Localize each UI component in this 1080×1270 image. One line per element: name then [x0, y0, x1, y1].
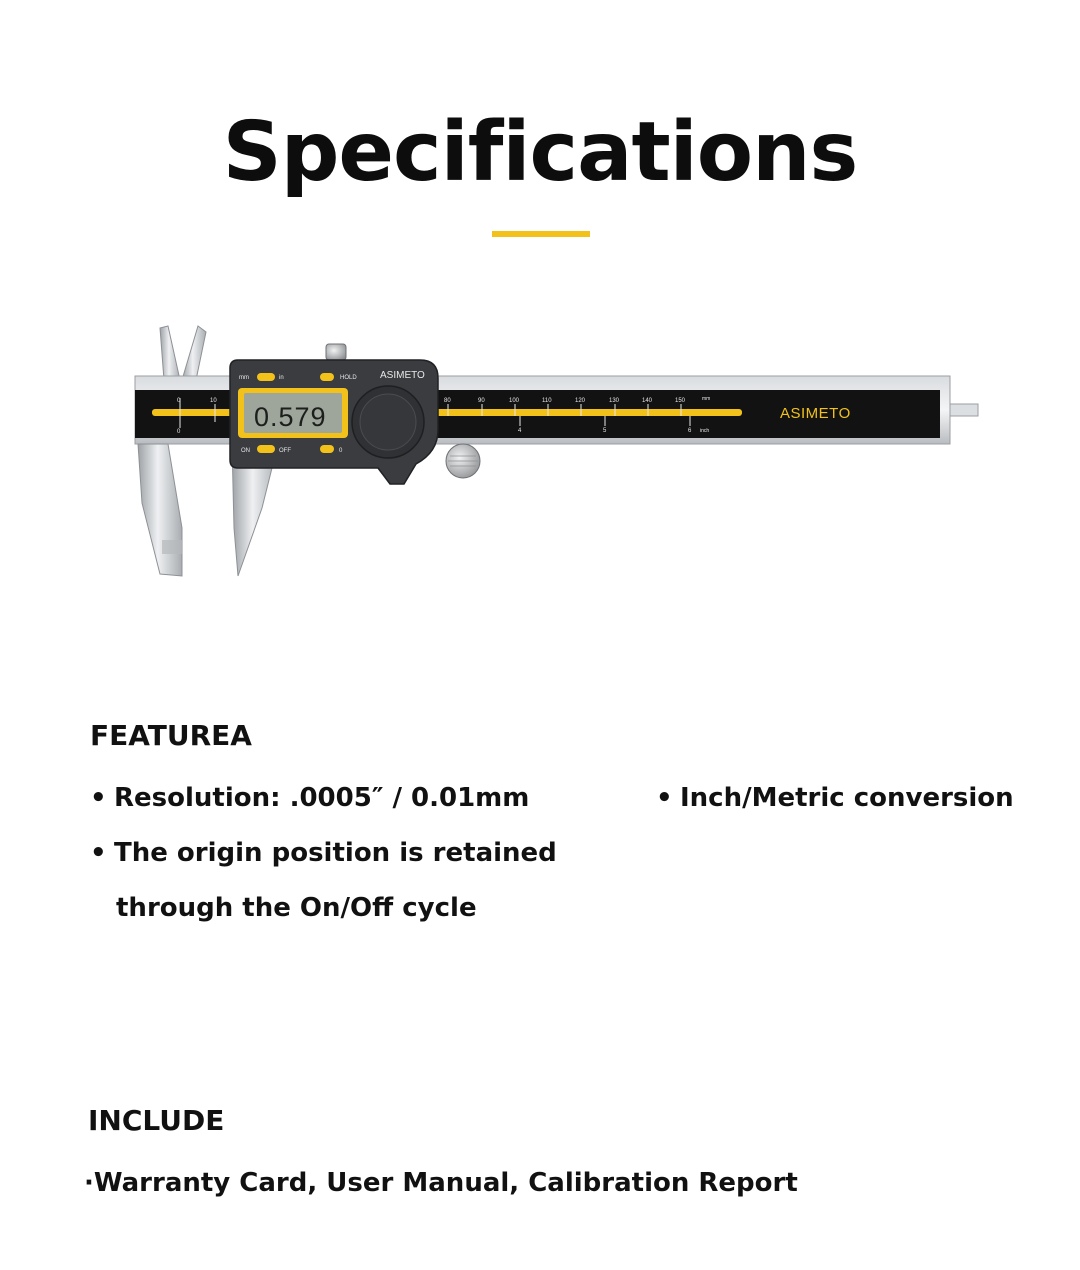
zero-button — [320, 445, 334, 453]
scale-brand-logo: ASIMETO — [780, 405, 851, 422]
features-heading: FEATUREA — [90, 719, 252, 752]
include-heading: INCLUDE — [88, 1104, 225, 1137]
mm-in-button — [257, 373, 275, 381]
hold-label: HOLD — [340, 375, 357, 381]
mm-tick-label: 130 — [609, 398, 620, 404]
mm-tick-label: 150 — [675, 398, 686, 404]
on-off-button — [257, 445, 275, 453]
inch-tick-label: 6 — [688, 428, 692, 434]
mm-label: mm — [239, 375, 249, 381]
page-title: Specifications — [222, 105, 858, 200]
bullet-icon: • — [656, 783, 673, 813]
sliding-upper-jaw — [182, 326, 206, 380]
hold-button — [320, 373, 334, 381]
bullet-icon: • — [90, 783, 107, 813]
feature-item-conversion — [656, 785, 1014, 811]
fixed-lower-jaw — [138, 444, 182, 576]
mm-tick-label: 10 — [210, 398, 217, 404]
mm-tick-label: 80 — [444, 398, 451, 404]
feature-item-origin-continued: through the On/Off cycle — [116, 893, 477, 923]
zero-label: 0 — [339, 448, 343, 454]
lcd-display-value: 0.579 — [254, 402, 327, 432]
feature-item-origin — [90, 840, 557, 866]
lock-screw — [326, 344, 346, 360]
inch-tick-label: 4 — [518, 428, 522, 434]
display-brand-logo: ASIMETO — [380, 370, 425, 381]
include-list: ·Warranty Card, User Manual, Calibration Report — [84, 1168, 798, 1198]
inch-unit-label: inch — [700, 428, 710, 434]
mm-tick-label: 120 — [575, 398, 586, 404]
fixed-upper-jaw — [160, 326, 180, 380]
feature-text: Inch/Metric conversion — [680, 783, 1014, 813]
feature-text: Resolution: .0005″ / 0.01mm — [114, 783, 530, 813]
in-label: in — [279, 375, 284, 381]
off-label: OFF — [279, 448, 291, 454]
mm-tick-label: 110 — [542, 398, 552, 404]
feature-text: The origin position is retained — [114, 838, 557, 868]
feature-item-resolution — [90, 785, 529, 811]
bullet-icon: • — [90, 838, 107, 868]
inch-tick-label: 5 — [603, 428, 607, 434]
on-label: ON — [241, 448, 250, 454]
mm-tick-label: 90 — [478, 398, 485, 404]
mm-unit-label: mm — [702, 396, 711, 402]
title-underline — [492, 231, 590, 237]
inch-tick-label: 0 — [177, 429, 181, 435]
digital-caliper-image — [120, 318, 990, 598]
mm-tick-label: 140 — [642, 398, 653, 404]
mm-tick-label: 100 — [509, 398, 520, 404]
mm-tick-label: 0 — [177, 398, 181, 404]
